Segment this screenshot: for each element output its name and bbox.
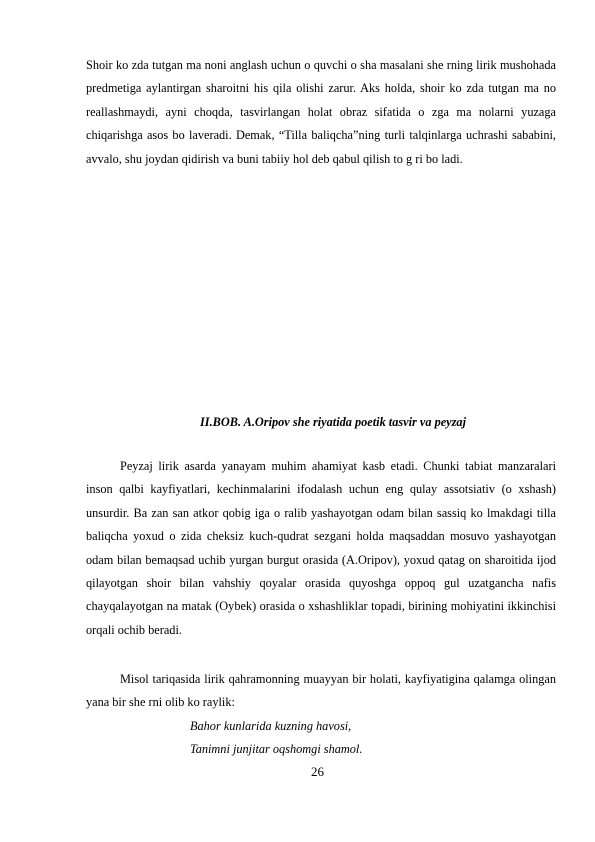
paragraph-2: Peyzaj lirik asarda yanayam muhim ahamiyat kasb etadi. Chunki tabiat manzaralari inson qalbi kayfiyatlari, kechinmalarini ifodalash uchun eng qulay assotsiativ (o xshash) unsurdir. Ba zan san atkor qobig iga o ralib yashayotgan odam bilan sassiq ko lmakdagi tilla baliqcha yoxud o zida cheksiz kuch-qudrat sezgani holda maqsaddan mosuvo yashayotgan odam bilan bemaqsad uchib yurgan burgut orasida (A.Oripov), yoxud qatag on sharoitida ijod qilayotgan shoir bilan vahshiy qoyalar orasida quyoshga oppoq gul uzatgancha nafis chayqalayotgan na matak (Oybek) orasida o xshashliklar topadi, birining mohiyatini ikkinchisi orqali ochib beradi. bbox=[86, 459, 556, 637]
verse-line-2: Tanimni junjitar oqshomgi shamol. bbox=[190, 742, 363, 756]
page-number: 26 bbox=[311, 764, 324, 779]
chapter-heading: II.BOB. A.Oripov she riyatida poetik tasvir va peyzaj bbox=[200, 415, 466, 429]
paragraph-3: Misol tariqasida lirik qahramonning muayyan bir holati, kayfiyatigina qalamga olingan yana bir she rni olib ko raylik: bbox=[86, 672, 556, 710]
paragraph-1: Shoir ko zda tutgan ma noni anglash uchun o quvchi o sha masalani she rning lirik mushohada predmetiga aylantirgan sharoitni his qila olishi zarur. Aks holda, shoir ko zda tutgan ma no reallashmaydi, ayni choqda, tasvirlangan holat obraz sifatida o zga ma nolarni yuzaga chiqarishga asos bo laveradi. Demak, “Tilla baliqcha”ning turli talqinlarga uchrashi sababini, avvalo, shu joydan qidirish va buni tabiiy hol deb qabul qilish to g ri bo ladi. bbox=[86, 58, 556, 166]
verse-line-1: Bahor kunlarida kuzning havosi, bbox=[190, 719, 352, 733]
